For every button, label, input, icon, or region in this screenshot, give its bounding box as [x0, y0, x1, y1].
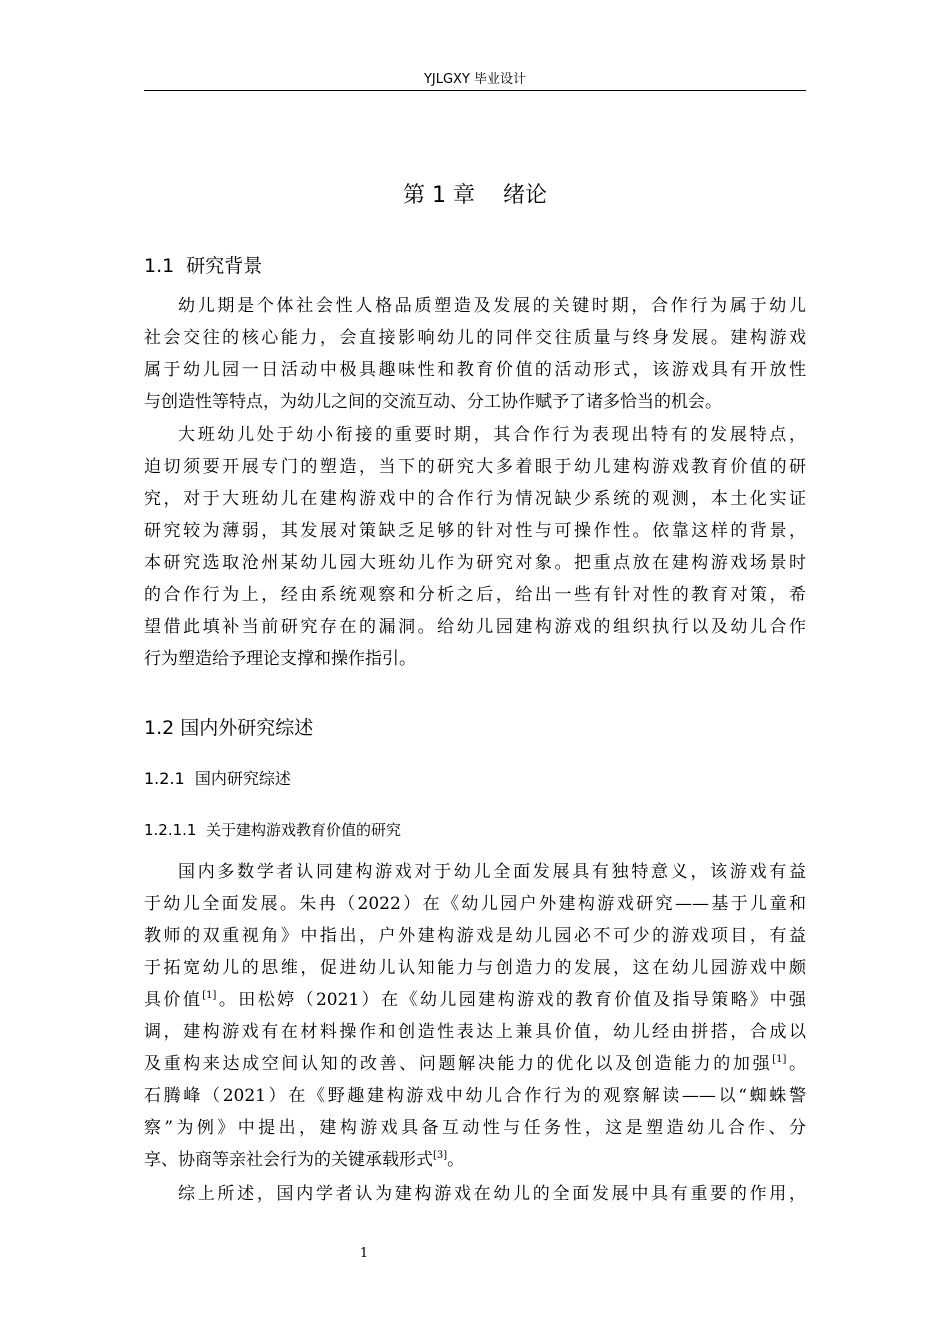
text-line [144, 1144, 806, 1176]
text-line: 迫切须要开展专门的塑造，当下的研究大多着眼于幼儿建构游戏教育价值的研 [144, 457, 806, 477]
page-number: 1 [359, 1246, 369, 1261]
text-line: 望借此填补当前研究存在的漏洞。给幼儿园建构游戏的组织执行以及幼儿合作 [144, 617, 806, 637]
text-line: 与创造性等特点，为幼儿之间的交流互动、分工协作赋予了诸多恰当的机会。 [144, 392, 722, 412]
paragraph-background-1 [144, 290, 806, 418]
line-text: 。 [786, 1054, 806, 1074]
section-heading-literature-review: 1.2 国内外研究综述 [144, 717, 314, 739]
text-line: 研究较为薄弱，其发展对策缺乏足够的针对性与可操作性。依靠这样的背景， [144, 521, 806, 541]
line-text: 具价值 [144, 990, 203, 1010]
citation-reference: [1] [772, 1054, 787, 1065]
text-line: 石腾峰（2021）在《野趣建构游戏中幼儿合作行为的观察解读——以“蜘蛛警 [144, 1086, 806, 1106]
text-line: 综上所述，国内学者认为建构游戏在幼儿的全面发展中具有重要的作用， [178, 1184, 806, 1204]
subsubsection-heading-construction-play-value: 1.2.1.1 关于建构游戏教育价值的研究 [144, 821, 402, 839]
text-line: 究，对于大班幼儿在建构游戏中的合作行为情况缺少系统的观测，本土化实证 [144, 489, 806, 509]
text-line: 本研究选取沧州某幼儿园大班幼儿作为研究对象。把重点放在建构游戏场景时 [144, 553, 806, 573]
text-line: 属于幼儿园一日活动中极具趣味性和教育价值的活动形式，该游戏具有开放性 [144, 360, 806, 380]
section-heading-research-background: 1.1 研究背景 [144, 255, 263, 277]
text-line [144, 1048, 806, 1080]
paragraph-background-2 [144, 419, 806, 675]
line-text: 。田松婷（2021）在《幼儿园建构游戏的教育价值及指导策略》中强 [216, 990, 806, 1010]
line-text: 享、协商等亲社会行为的关键承载形式 [144, 1150, 433, 1170]
text-line: 调，建构游戏有在材料操作和创造性表达上兼具价值，幼儿经由拼搭，合成以 [144, 1022, 806, 1042]
citation-reference: [3] [433, 1150, 448, 1161]
text-line: 于幼儿全面发展。朱冉（2022）在《幼儿园户外建构游戏研究——基于儿童和 [144, 894, 806, 914]
text-line: 教师的双重视角》中指出，户外建构游戏是幼儿园必不可少的游戏项目，有益 [144, 926, 806, 946]
paragraph-domestic-review-1 [144, 856, 806, 1176]
text-line: 幼儿期是个体社会性人格品质塑造及发展的关键时期，合作行为属于幼儿 [178, 296, 806, 316]
text-line: 的合作行为上，经由系统观察和分析之后，给出一些有针对性的教育对策，希 [144, 585, 806, 605]
text-line: 社会交往的核心能力，会直接影响幼儿的同伴交往质量与终身发展。建构游戏 [144, 328, 806, 348]
line-text: 及重构来达成空间认知的改善、问题解决能力的优化以及创造能力的加强 [144, 1054, 773, 1074]
chapter-title: 第 1 章 绪论 [403, 183, 547, 208]
paragraph-domestic-review-summary [144, 1178, 806, 1210]
text-line: 于拓宽幼儿的思维，促进幼儿认知能力与创造力的发展，这在幼儿园游戏中颇 [144, 958, 806, 978]
text-line: 大班幼儿处于幼小衔接的重要时期，其合作行为表现出特有的发展特点， [178, 425, 806, 445]
text-line: 国内多数学者认同建构游戏对于幼儿全面发展具有独特意义，该游戏有益 [178, 862, 806, 882]
page-header: YJLGXY 毕业设计 [144, 70, 806, 91]
text-line [144, 984, 806, 1016]
subsection-heading-domestic-review: 1.2.1 国内研究综述 [144, 769, 291, 788]
citation-reference: [1] [202, 990, 217, 1001]
text-line: 行为塑造给予理论支撑和操作指引。 [144, 649, 416, 669]
line-text: 。 [447, 1150, 465, 1170]
text-line: 察”为例》中提出，建构游戏具备互动性与任务性，这是塑造幼儿合作、分 [144, 1118, 806, 1138]
